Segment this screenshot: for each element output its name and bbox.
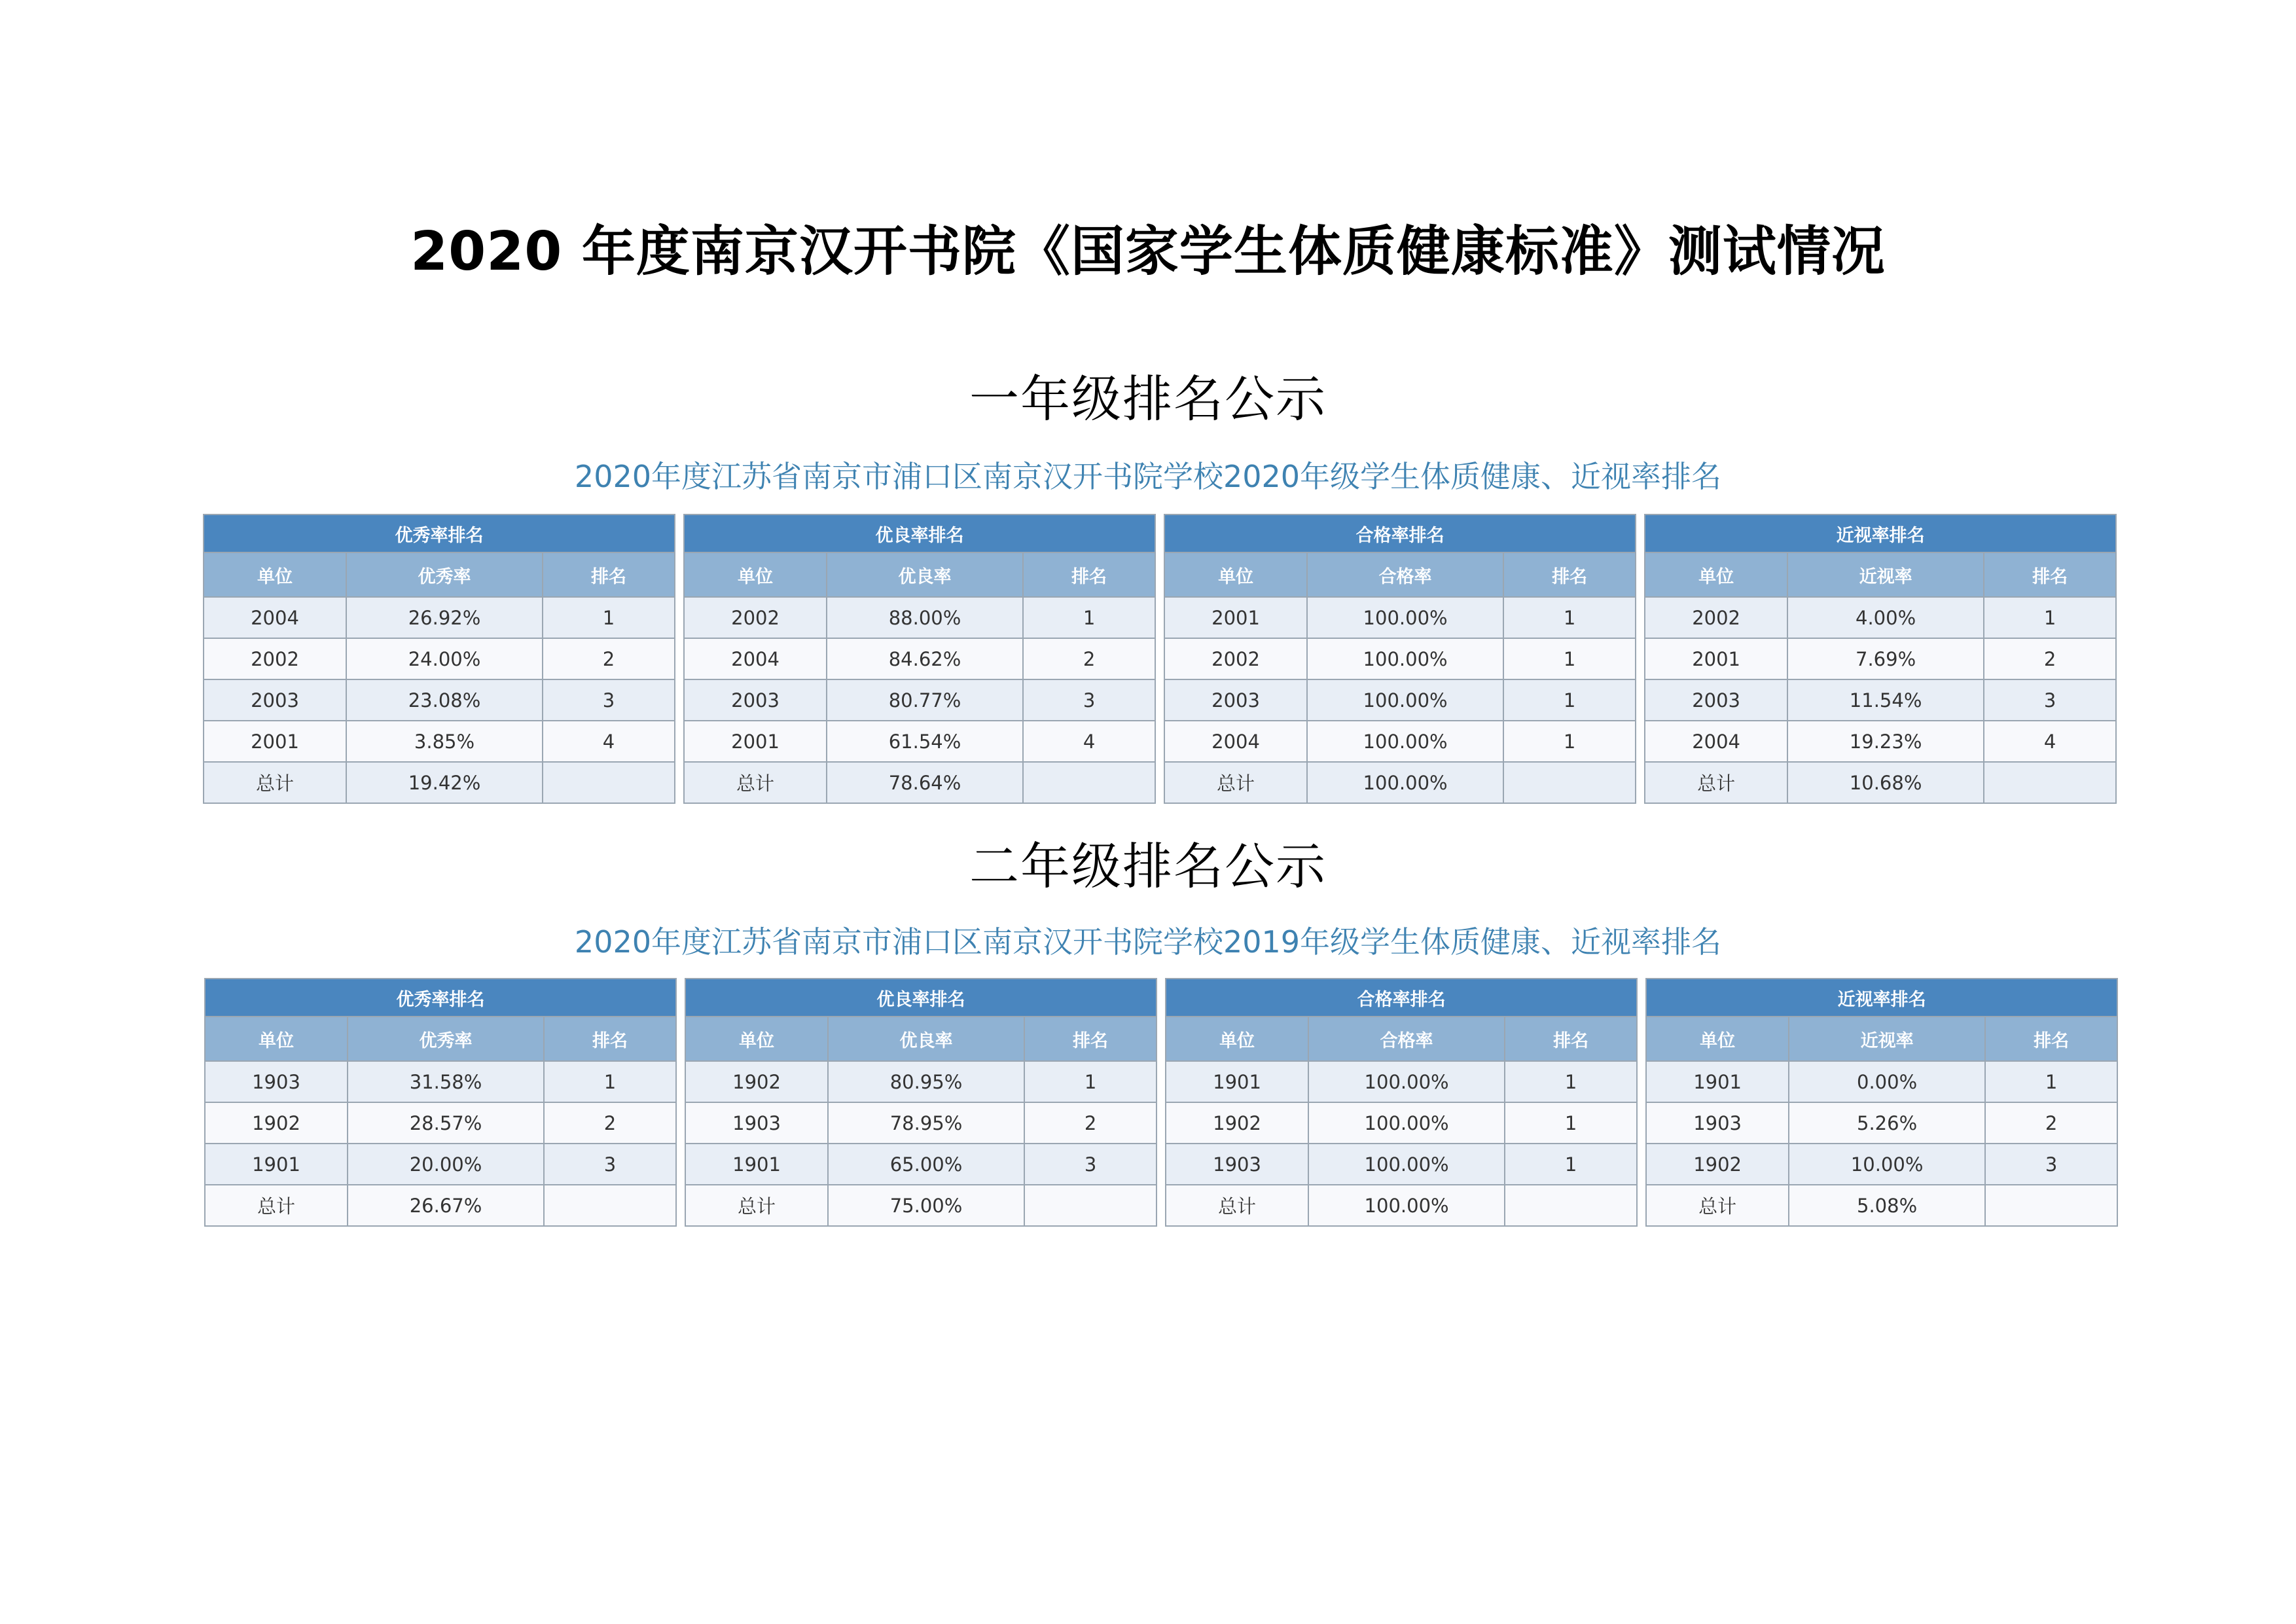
table-row bbox=[205, 1102, 676, 1144]
table-cell bbox=[543, 762, 675, 803]
table-cell: 2003 bbox=[1645, 679, 1787, 721]
table-row bbox=[684, 679, 1155, 721]
table-cell: 3 bbox=[543, 679, 675, 721]
column-header: 排名 bbox=[1503, 552, 1636, 597]
column-header: 优良率 bbox=[827, 552, 1023, 597]
table-group-header: 优秀率排名 bbox=[204, 514, 675, 552]
ranking-table bbox=[1644, 514, 2117, 804]
table-cell: 2002 bbox=[1164, 638, 1307, 679]
table-cell: 3.85% bbox=[346, 721, 543, 762]
table-row bbox=[205, 1144, 676, 1185]
table-cell: 100.00% bbox=[1307, 638, 1503, 679]
table-cell: 23.08% bbox=[346, 679, 543, 721]
table-cell: 1902 bbox=[1646, 1144, 1789, 1185]
table-cell: 4.00% bbox=[1787, 597, 1984, 638]
table-row bbox=[205, 1185, 676, 1226]
table-cell: 11.54% bbox=[1787, 679, 1984, 721]
table-cell bbox=[1023, 762, 1155, 803]
table-cell: 2004 bbox=[204, 597, 346, 638]
column-header: 优秀率 bbox=[346, 552, 543, 597]
table-cell: 总计 bbox=[204, 762, 346, 803]
table-cell: 1901 bbox=[1166, 1061, 1308, 1102]
ranking-table bbox=[203, 514, 675, 804]
table-cell: 2004 bbox=[684, 638, 827, 679]
grade2-subtitle: 2020年度江苏省南京市浦口区南京汉开书院学校2019年级学生体质健康、近视率排名 bbox=[574, 924, 1722, 960]
table-cell: 1903 bbox=[1646, 1102, 1789, 1144]
column-header: 单位 bbox=[1645, 552, 1787, 597]
table-cell: 100.00% bbox=[1308, 1102, 1505, 1144]
column-header: 排名 bbox=[543, 552, 675, 597]
table-group-header: 近视率排名 bbox=[1645, 514, 2116, 552]
table-cell: 7.69% bbox=[1787, 638, 1984, 679]
column-header: 单位 bbox=[684, 552, 827, 597]
table-cell: 2003 bbox=[1164, 679, 1307, 721]
table-cell: 4 bbox=[1023, 721, 1155, 762]
column-header: 单位 bbox=[1646, 1017, 1789, 1061]
table-row bbox=[1645, 597, 2116, 638]
table-cell: 2 bbox=[1984, 638, 2116, 679]
table-cell: 100.00% bbox=[1308, 1061, 1505, 1102]
table-row bbox=[204, 597, 675, 638]
grade1-tables bbox=[203, 514, 2117, 804]
table-group-header: 优良率排名 bbox=[685, 979, 1157, 1017]
table-cell: 1902 bbox=[685, 1061, 828, 1102]
table-cell: 10.68% bbox=[1787, 762, 1984, 803]
table-cell: 总计 bbox=[205, 1185, 348, 1226]
table-cell: 2 bbox=[1024, 1102, 1157, 1144]
table-cell: 1 bbox=[1503, 597, 1636, 638]
table-row bbox=[1645, 721, 2116, 762]
ranking-table bbox=[1164, 514, 1636, 804]
table-cell: 3 bbox=[1985, 1144, 2117, 1185]
table-cell: 2 bbox=[543, 638, 675, 679]
table-cell: 3 bbox=[1024, 1144, 1157, 1185]
table-cell: 2002 bbox=[204, 638, 346, 679]
table-row bbox=[685, 1185, 1157, 1226]
table-cell: 1 bbox=[1985, 1061, 2117, 1102]
table-cell: 1902 bbox=[205, 1102, 348, 1144]
column-header: 合格率 bbox=[1308, 1017, 1505, 1061]
table-cell: 0.00% bbox=[1789, 1061, 1985, 1102]
table-cell: 65.00% bbox=[828, 1144, 1024, 1185]
table-row bbox=[685, 1144, 1157, 1185]
table-cell: 总计 bbox=[1166, 1185, 1308, 1226]
table-row bbox=[1164, 597, 1636, 638]
table-group-header: 优良率排名 bbox=[684, 514, 1155, 552]
table-cell: 2 bbox=[1985, 1102, 2117, 1144]
table-cell: 1903 bbox=[205, 1061, 348, 1102]
table-cell: 2 bbox=[544, 1102, 676, 1144]
table-cell: 2004 bbox=[1164, 721, 1307, 762]
table-cell: 1 bbox=[1505, 1061, 1637, 1102]
table-cell bbox=[1503, 762, 1636, 803]
column-header: 排名 bbox=[544, 1017, 676, 1061]
ranking-table bbox=[1645, 978, 2118, 1227]
table-cell: 1901 bbox=[1646, 1061, 1789, 1102]
ranking-table bbox=[1165, 978, 1638, 1227]
table-cell: 2001 bbox=[204, 721, 346, 762]
table-cell: 88.00% bbox=[827, 597, 1023, 638]
table-cell: 3 bbox=[544, 1144, 676, 1185]
table-cell: 1901 bbox=[205, 1144, 348, 1185]
table-row bbox=[1645, 679, 2116, 721]
table-cell: 1 bbox=[1503, 721, 1636, 762]
table-row bbox=[1166, 1061, 1637, 1102]
table-cell: 1 bbox=[1503, 679, 1636, 721]
column-header: 排名 bbox=[1985, 1017, 2117, 1061]
column-header: 排名 bbox=[1024, 1017, 1157, 1061]
column-header: 排名 bbox=[1023, 552, 1155, 597]
table-cell: 1 bbox=[543, 597, 675, 638]
column-header: 合格率 bbox=[1307, 552, 1503, 597]
table-cell: 78.95% bbox=[828, 1102, 1024, 1144]
table-row bbox=[204, 762, 675, 803]
table-cell: 100.00% bbox=[1307, 679, 1503, 721]
table-cell bbox=[544, 1185, 676, 1226]
column-header: 单位 bbox=[205, 1017, 348, 1061]
table-cell: 1902 bbox=[1166, 1102, 1308, 1144]
table-group-header: 近视率排名 bbox=[1646, 979, 2117, 1017]
table-cell bbox=[1984, 762, 2116, 803]
table-cell: 84.62% bbox=[827, 638, 1023, 679]
grade2-heading: 二年级排名公示 bbox=[969, 837, 1327, 895]
table-cell: 1 bbox=[1505, 1102, 1637, 1144]
table-cell: 1903 bbox=[685, 1102, 828, 1144]
table-cell: 20.00% bbox=[348, 1144, 544, 1185]
table-cell: 2004 bbox=[1645, 721, 1787, 762]
table-cell: 5.08% bbox=[1789, 1185, 1985, 1226]
table-cell: 2001 bbox=[1645, 638, 1787, 679]
table-cell: 3 bbox=[1023, 679, 1155, 721]
table-cell: 4 bbox=[543, 721, 675, 762]
table-row bbox=[1646, 1102, 2117, 1144]
table-cell: 1 bbox=[1023, 597, 1155, 638]
table-cell: 24.00% bbox=[346, 638, 543, 679]
grade1-subtitle: 2020年度江苏省南京市浦口区南京汉开书院学校2020年级学生体质健康、近视率排名 bbox=[574, 459, 1722, 494]
column-header: 单位 bbox=[685, 1017, 828, 1061]
table-cell: 5.26% bbox=[1789, 1102, 1985, 1144]
table-row bbox=[1646, 1144, 2117, 1185]
table-row bbox=[1164, 762, 1636, 803]
table-cell: 2003 bbox=[684, 679, 827, 721]
ranking-table bbox=[683, 514, 1156, 804]
table-cell: 2 bbox=[1023, 638, 1155, 679]
table-row bbox=[1645, 638, 2116, 679]
column-header: 近视率 bbox=[1789, 1017, 1985, 1061]
table-row bbox=[205, 1061, 676, 1102]
page-title: 2020 年度南京汉开书院《国家学生体质健康标准》测试情况 bbox=[410, 221, 1886, 283]
table-cell bbox=[1985, 1185, 2117, 1226]
table-cell: 1903 bbox=[1166, 1144, 1308, 1185]
table-row bbox=[1166, 1185, 1637, 1226]
table-cell: 总计 bbox=[1164, 762, 1307, 803]
table-row bbox=[1166, 1144, 1637, 1185]
table-row bbox=[1646, 1061, 2117, 1102]
table-cell: 1 bbox=[1503, 638, 1636, 679]
table-cell: 80.95% bbox=[828, 1061, 1024, 1102]
table-cell: 19.42% bbox=[346, 762, 543, 803]
table-row bbox=[1166, 1102, 1637, 1144]
column-header: 单位 bbox=[204, 552, 346, 597]
ranking-table bbox=[204, 978, 677, 1227]
column-header: 排名 bbox=[1984, 552, 2116, 597]
table-row bbox=[685, 1061, 1157, 1102]
table-cell: 100.00% bbox=[1307, 721, 1503, 762]
table-cell: 19.23% bbox=[1787, 721, 1984, 762]
table-cell bbox=[1024, 1185, 1157, 1226]
column-header: 优良率 bbox=[828, 1017, 1024, 1061]
table-cell: 100.00% bbox=[1307, 762, 1503, 803]
table-row bbox=[1646, 1185, 2117, 1226]
column-header: 单位 bbox=[1166, 1017, 1308, 1061]
table-row bbox=[684, 638, 1155, 679]
ranking-table bbox=[685, 978, 1157, 1227]
table-cell: 2002 bbox=[1645, 597, 1787, 638]
table-cell bbox=[1505, 1185, 1637, 1226]
table-cell: 2001 bbox=[1164, 597, 1307, 638]
table-cell: 31.58% bbox=[348, 1061, 544, 1102]
table-cell: 总计 bbox=[1645, 762, 1787, 803]
table-cell: 1 bbox=[544, 1061, 676, 1102]
column-header: 近视率 bbox=[1787, 552, 1984, 597]
table-cell: 1 bbox=[1505, 1144, 1637, 1185]
table-cell: 100.00% bbox=[1308, 1144, 1505, 1185]
table-row bbox=[685, 1102, 1157, 1144]
table-cell: 2003 bbox=[204, 679, 346, 721]
table-cell: 1 bbox=[1984, 597, 2116, 638]
table-cell: 2001 bbox=[684, 721, 827, 762]
grade2-tables bbox=[204, 978, 2118, 1227]
table-cell: 80.77% bbox=[827, 679, 1023, 721]
table-cell: 26.67% bbox=[348, 1185, 544, 1226]
table-cell: 2002 bbox=[684, 597, 827, 638]
table-cell: 总计 bbox=[685, 1185, 828, 1226]
table-cell: 78.64% bbox=[827, 762, 1023, 803]
table-cell: 1901 bbox=[685, 1144, 828, 1185]
table-cell: 28.57% bbox=[348, 1102, 544, 1144]
table-row bbox=[1164, 679, 1636, 721]
table-row bbox=[1164, 638, 1636, 679]
table-cell: 100.00% bbox=[1307, 597, 1503, 638]
table-cell: 总计 bbox=[684, 762, 827, 803]
table-group-header: 合格率排名 bbox=[1166, 979, 1637, 1017]
table-cell: 100.00% bbox=[1308, 1185, 1505, 1226]
column-header: 单位 bbox=[1164, 552, 1307, 597]
table-group-header: 优秀率排名 bbox=[205, 979, 676, 1017]
table-cell: 3 bbox=[1984, 679, 2116, 721]
table-cell: 总计 bbox=[1646, 1185, 1789, 1226]
table-cell: 61.54% bbox=[827, 721, 1023, 762]
table-cell: 75.00% bbox=[828, 1185, 1024, 1226]
table-cell: 1 bbox=[1024, 1061, 1157, 1102]
table-row bbox=[204, 721, 675, 762]
table-cell: 10.00% bbox=[1789, 1144, 1985, 1185]
column-header: 排名 bbox=[1505, 1017, 1637, 1061]
table-row bbox=[1645, 762, 2116, 803]
table-row bbox=[684, 762, 1155, 803]
table-row bbox=[1164, 721, 1636, 762]
table-row bbox=[684, 721, 1155, 762]
table-cell: 26.92% bbox=[346, 597, 543, 638]
table-group-header: 合格率排名 bbox=[1164, 514, 1636, 552]
grade1-heading: 一年级排名公示 bbox=[969, 370, 1327, 428]
table-row bbox=[204, 638, 675, 679]
table-row bbox=[204, 679, 675, 721]
table-row bbox=[684, 597, 1155, 638]
table-cell: 4 bbox=[1984, 721, 2116, 762]
column-header: 优秀率 bbox=[348, 1017, 544, 1061]
